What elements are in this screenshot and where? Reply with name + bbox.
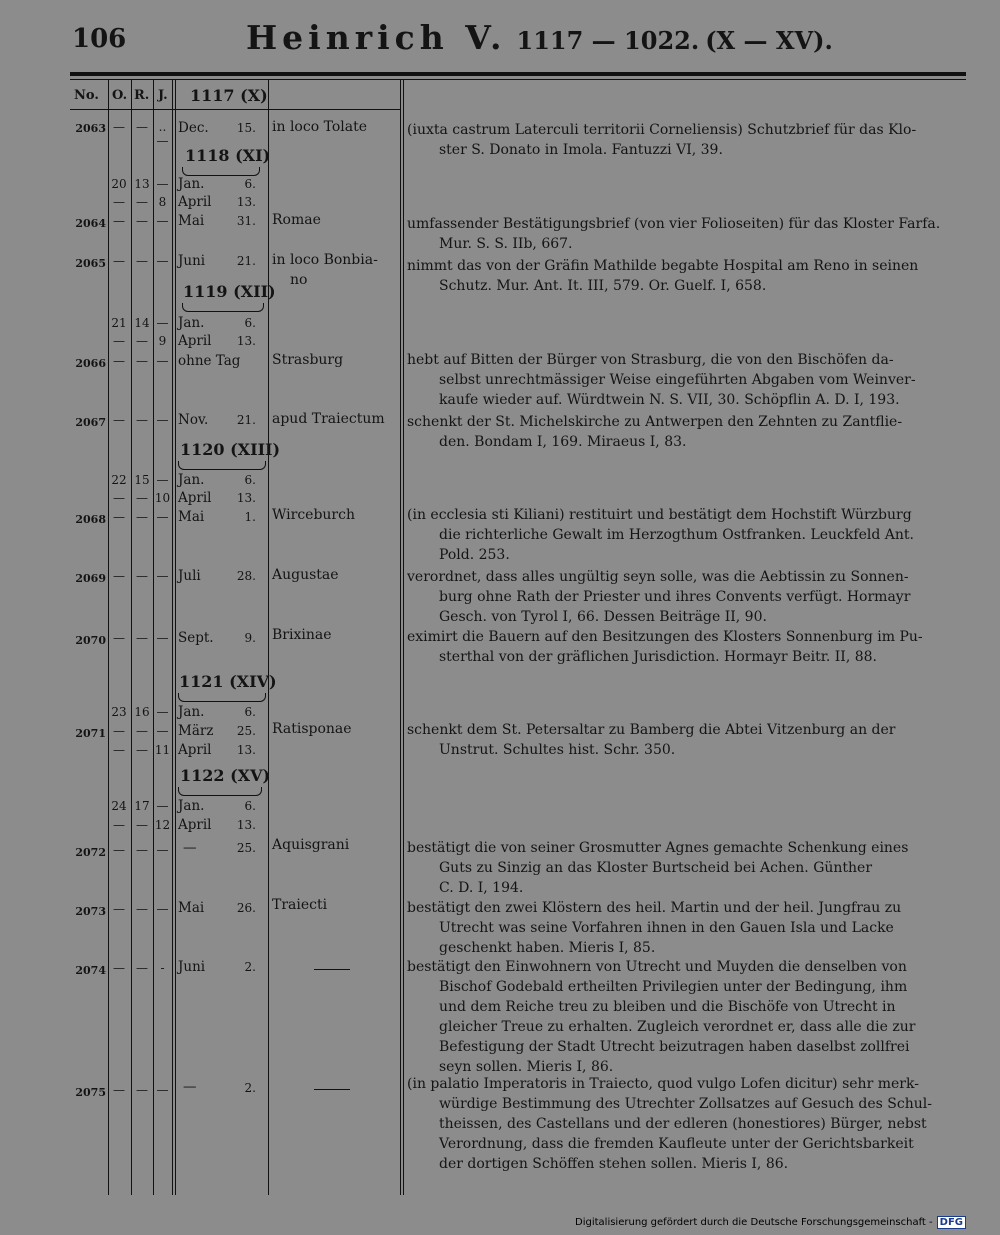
cell-day: 6. (244, 473, 256, 487)
cell-month: ohne Tag (178, 353, 241, 369)
text-line: schenkt der St. Michelskirche zu Antwerpen den Zehnten zu Zantflie- (407, 414, 903, 430)
year-brace (178, 787, 262, 796)
text-line: burg ohne Rath der Priester und ihres Convents verfügt. Hormayr (439, 589, 911, 605)
year-heading: 1120 (XIII) (180, 440, 281, 459)
text-line: nimmt das von der Gräfin Mathilde begabte Hospital am Reno in seinen (407, 258, 919, 274)
cell-month: Jan. (178, 704, 205, 720)
cell-j: 11 (154, 743, 171, 757)
row-text (407, 1074, 965, 1174)
cell-j: — (156, 631, 169, 645)
cell-day: 26. (236, 901, 256, 915)
cell-month: Juni (178, 959, 206, 975)
page-title (246, 18, 833, 57)
text-line: Mur. S. S. IIb, 667. (439, 236, 573, 252)
cell-month: Jan. (178, 798, 205, 814)
text-line: bestätigt den Einwohnern von Utrecht und Muyden die denselben von (407, 959, 907, 975)
cell-month: April (178, 194, 212, 210)
cell-day: 13. (236, 195, 256, 209)
text-line: der dortigen Schöffen stehen sollen. Mieris I, 86. (439, 1156, 789, 1172)
row-number: 2075 (75, 1086, 106, 1099)
text-line: würdige Bestimmung des Utrechter Zollsatzes auf Gesuch des Schul- (439, 1096, 932, 1112)
cell-month: Jan. (178, 176, 205, 192)
col-header-j: J. (158, 88, 168, 103)
cell-o: — (113, 510, 125, 524)
text-line: bestätigt den zwei Klöstern des heil. Martin und der heil. Jungfrau zu (407, 900, 902, 916)
cell-o: — (113, 334, 125, 348)
year-heading: 1121 (XIV) (179, 672, 277, 691)
year-brace (182, 303, 264, 312)
row-text (407, 256, 965, 296)
page-number: 106 (72, 24, 127, 54)
cell-place: Brixinae (272, 627, 332, 643)
column-divider (403, 80, 404, 1195)
cell-r: — (136, 354, 148, 368)
title-name: Heinrich V. (246, 18, 507, 57)
cell-r: — (136, 1083, 148, 1097)
digitization-credit (575, 1216, 966, 1229)
cell-month: April (178, 333, 212, 349)
cell-o: — (113, 902, 125, 916)
cell-day: 13. (236, 334, 256, 348)
row-text (407, 120, 965, 160)
cell-r: 14 (134, 316, 150, 330)
cell-place: Augustae (272, 567, 339, 583)
cell-o: — (113, 120, 125, 134)
cell-o: — (113, 491, 125, 505)
year-heading: 1119 (XII) (183, 282, 276, 301)
cell-month: — (183, 1079, 197, 1095)
cell-o: — (113, 214, 125, 228)
cell-r: — (136, 724, 148, 738)
cell-month: Sept. (178, 630, 214, 646)
cell-r: — (136, 214, 148, 228)
cell-r: — (136, 334, 148, 348)
cell-month: März (178, 723, 214, 739)
cell-place: in loco Bonbia- (272, 252, 378, 268)
cell-o: — (113, 724, 125, 738)
cell-j: — (156, 799, 169, 813)
cell-j: — (156, 413, 169, 427)
cell-j: — (156, 473, 169, 487)
row-number: 2070 (75, 634, 106, 647)
text-line: Guts zu Sinzig an das Kloster Burtscheid bei Achen. Günther (439, 860, 873, 876)
cell-o: — (113, 195, 125, 209)
text-line: ster S. Donato in Imola. Fantuzzi VI, 39. (439, 142, 723, 158)
cell-place-continued: no (290, 272, 308, 288)
cell-month: Nov. (178, 412, 209, 428)
text-line: die richterliche Gewalt im Herzogthum Ostfranken. Leuckfeld Ant. (439, 527, 914, 543)
year-brace (178, 461, 266, 470)
row-text (407, 627, 965, 667)
place-dash (314, 1089, 350, 1090)
text-line: Gesch. von Tyrol I, 66. Dessen Beiträge II, 90. (439, 609, 767, 625)
header-rule-thick (70, 72, 966, 76)
row-text (407, 898, 965, 958)
cell-o: 22 (111, 473, 127, 487)
cell-r: — (136, 254, 148, 268)
cell-r: — (136, 818, 148, 832)
text-line: Pold. 253. (439, 547, 510, 563)
row-text (407, 350, 965, 410)
text-line: Befestigung der Stadt Utrecht beizutragen haben daselbst zollfrei (439, 1039, 910, 1055)
cell-r: 13 (134, 177, 150, 191)
cell-o: — (113, 354, 125, 368)
cell-r: — (136, 743, 148, 757)
column-divider (400, 80, 401, 1195)
dfg-logo: DFG (937, 1216, 966, 1229)
cell-day: 6. (244, 177, 256, 191)
cell-day: 25. (236, 841, 256, 855)
cell-day: 28. (236, 569, 256, 583)
cell-month: Juni (178, 253, 206, 269)
year-brace (182, 167, 260, 176)
cell-o: — (113, 743, 125, 757)
row-number: 2068 (75, 513, 106, 526)
cell-place: Wirceburch (272, 507, 355, 523)
text-line: (in ecclesia sti Kiliani) restituirt und bestätigt dem Hochstift Würzburg (407, 507, 912, 523)
text-line: Verordnung, dass die fremden Kaufleute unter der Gerichtsbarkeit (439, 1136, 914, 1152)
col-header-o: O. (112, 88, 128, 103)
cell-r: — (136, 510, 148, 524)
text-line: selbst unrechtmässiger Weise eingeführten Abgaben vom Weinver- (439, 372, 916, 388)
row-number: 2067 (75, 416, 106, 429)
cell-r: 15 (134, 473, 150, 487)
year-heading: 1117 (X) (190, 86, 268, 105)
cell-day: 21. (236, 254, 256, 268)
text-line: den. Bondam I, 169. Miraeus I, 83. (439, 434, 687, 450)
column-divider (172, 80, 173, 1195)
cell-r: — (136, 413, 148, 427)
year-heading: 1118 (XI) (185, 146, 271, 165)
cell-j: — (156, 510, 169, 524)
cell-day: 6. (244, 799, 256, 813)
page-header (0, 0, 1000, 70)
cell-o: 23 (111, 705, 127, 719)
row-text (407, 214, 965, 254)
row-number: 2072 (75, 846, 106, 859)
text-line: und dem Reiche treu zu bleiben und die Bischöfe von Utrecht in (439, 999, 896, 1015)
cell-j: — (156, 177, 169, 191)
cell-month: April (178, 817, 212, 833)
row-number: 2069 (75, 572, 106, 585)
text-line: Bischof Godebald ertheilten Privilegien unter der Bedingung, ihm (439, 979, 908, 995)
cell-month: Jan. (178, 472, 205, 488)
cell-j: — (156, 214, 169, 228)
row-text (407, 957, 965, 1077)
row-text (407, 505, 965, 565)
title-roman: (X — XV). (705, 26, 833, 55)
text-line: sterthal von der gräflichen Jurisdiction. Hormayr Beitr. II, 88. (439, 649, 877, 665)
cell-o: — (113, 631, 125, 645)
cell-place: Aquisgrani (272, 837, 350, 853)
title-years: 1117 — 1022. (516, 26, 700, 55)
cell-o: 20 (111, 177, 127, 191)
cell-o: — (113, 818, 125, 832)
cell-day: 13. (236, 818, 256, 832)
text-line: Schutz. Mur. Ant. It. III, 579. Or. Guelf. I, 658. (439, 278, 767, 294)
cell-j: — (156, 254, 169, 268)
row-number: 2065 (75, 257, 106, 270)
cell-o: 21 (111, 316, 127, 330)
cell-j: — (156, 569, 169, 583)
cell-j: — (156, 316, 169, 330)
cell-day: 13. (236, 743, 256, 757)
cell-day: 1. (244, 510, 256, 524)
cell-r: — (136, 631, 148, 645)
cell-j: 10 (154, 491, 171, 505)
cell-j: - (160, 961, 165, 975)
cell-r: — (136, 120, 148, 134)
text-line: geschenkt haben. Mieris I, 85. (439, 940, 656, 956)
cell-month: Juli (178, 568, 201, 584)
cell-r: — (136, 961, 148, 975)
column-divider (175, 80, 176, 1195)
text-line: theissen, des Castellans und der edleren (honestiores) Bürger, nebst (439, 1116, 927, 1132)
cell-month: April (178, 742, 212, 758)
cell-j: — (156, 902, 169, 916)
cell-day: 6. (244, 316, 256, 330)
col-header-r: R. (134, 88, 150, 103)
cell-place: Traiecti (272, 897, 328, 913)
text-line: hebt auf Bitten der Bürger von Strasburg, die von den Bischöfen da- (407, 352, 894, 368)
cell-month: Mai (178, 900, 205, 916)
place-dash (314, 969, 350, 970)
credit-text: Digitalisierung gefördert durch die Deutsche Forschungsgemeinschaft - (575, 1217, 933, 1228)
text-line: kaufe wieder auf. Würdtwein N. S. VII, 30. Schöpflin A. D. I, 193. (439, 392, 900, 408)
cell-day: 15. (236, 121, 256, 135)
col-header-no: No. (74, 88, 99, 103)
cell-o: — (113, 961, 125, 975)
text-line: bestätigt die von seiner Grosmutter Agnes gemachte Schenkung eines (407, 840, 909, 856)
cell-o: — (113, 843, 125, 857)
cell-place: in loco Tolate (272, 119, 367, 135)
row-number: 2066 (75, 357, 106, 370)
row-text (407, 838, 965, 898)
cell-o: — (113, 254, 125, 268)
cell-j: — (156, 724, 169, 738)
cell-day: 21. (236, 413, 256, 427)
text-line: seyn sollen. Mieris I, 86. (439, 1059, 614, 1075)
cell-place: Ratisponae (272, 721, 352, 737)
cell-o: — (113, 569, 125, 583)
row-text (407, 720, 965, 760)
text-line: schenkt dem St. Petersaltar zu Bamberg die Abtei Vitzenburg an der (407, 722, 896, 738)
cell-j: 8 (158, 195, 167, 209)
cell-month: Mai (178, 213, 205, 229)
cell-place: apud Traiectum (272, 411, 385, 427)
cell-j: 12 (154, 818, 171, 832)
text-line: Utrecht was seine Vorfahren ihnen in den Gauen Isla und Lacke (439, 920, 894, 936)
cell-place: Strasburg (272, 352, 344, 368)
text-line: umfassender Bestätigungsbrief (von vier Folioseiten) für das Kloster Farfa. (407, 216, 941, 232)
cell-day: 6. (244, 705, 256, 719)
text-line: eximirt die Bauern auf den Besitzungen des Klosters Sonnenburg im Pu- (407, 629, 923, 645)
cell-day: 2. (244, 960, 256, 974)
cell-j: — (156, 354, 169, 368)
cell-r: — (136, 569, 148, 583)
cell-o: — (113, 413, 125, 427)
row-text (407, 412, 965, 452)
cell-r: 16 (134, 705, 150, 719)
cell-r: — (136, 491, 148, 505)
cell-day: 25. (236, 724, 256, 738)
cell-place: Romae (272, 212, 321, 228)
text-line: gleicher Treue zu erhalten. Zugleich verordnet er, dass alle die zur (439, 1019, 916, 1035)
row-text (407, 567, 965, 627)
cell-month: Dec. (178, 120, 209, 136)
cell-j: 9 (158, 334, 167, 348)
cell-month: Jan. (178, 315, 205, 331)
row-number: 2073 (75, 905, 106, 918)
cell-j: ..— (156, 120, 169, 148)
cell-day: 2. (244, 1081, 256, 1095)
year-brace (178, 693, 266, 702)
text-line: (iuxta castrum Laterculi territorii Corneliensis) Schutzbrief für das Klo- (407, 122, 917, 138)
cell-j: — (156, 705, 169, 719)
cell-r: — (136, 902, 148, 916)
cell-month: — (183, 840, 197, 856)
row-number: 2074 (75, 964, 106, 977)
cell-j: — (156, 843, 169, 857)
cell-day: 9. (244, 631, 256, 645)
text-line: C. D. I, 194. (439, 880, 524, 896)
cell-o: — (113, 1083, 125, 1097)
row-number: 2064 (75, 217, 106, 230)
column-divider (268, 80, 269, 1195)
cell-j: — (156, 1083, 169, 1097)
cell-day: 31. (236, 214, 256, 228)
header-underline (70, 109, 400, 110)
cell-month: April (178, 490, 212, 506)
text-line: verordnet, dass alles ungültig seyn solle, was die Aebtissin zu Sonnen- (407, 569, 909, 585)
cell-r: 17 (134, 799, 150, 813)
text-line: (in palatio Imperatoris in Traiecto, quod vulgo Lofen dicitur) sehr merk- (407, 1076, 919, 1092)
year-heading: 1122 (XV) (180, 766, 271, 785)
cell-r: — (136, 843, 148, 857)
header-rule-thin (70, 79, 966, 80)
cell-month: Mai (178, 509, 205, 525)
row-number: 2071 (75, 727, 106, 740)
cell-day: 13. (236, 491, 256, 505)
text-line: Unstrut. Schultes hist. Schr. 350. (439, 742, 676, 758)
row-number: 2063 (75, 122, 106, 135)
cell-r: — (136, 195, 148, 209)
cell-o: 24 (111, 799, 127, 813)
